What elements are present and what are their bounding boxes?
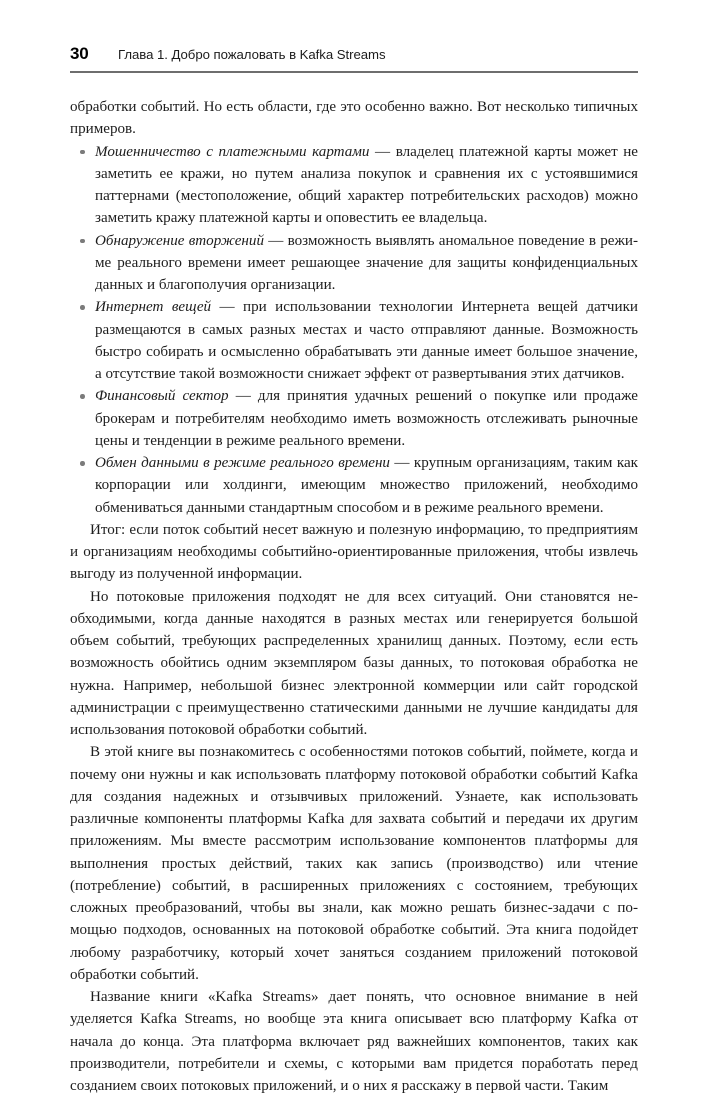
chapter-title: Глава 1. Добро пожаловать в Kafka Streams — [118, 47, 386, 62]
list-item-dash: — — [211, 299, 244, 316]
text-column — [70, 96, 638, 1097]
list-item-lead: Финансовый сектор — [95, 388, 229, 405]
list-item-dash: — — [369, 143, 396, 160]
body-paragraph-1: Итог: если поток событий несет важную и полезную информацию, то предприятиям и организациям необходимы событийно-ориентированные приложения, чтобы извлечь выгоду из полученной информации. — [70, 521, 638, 583]
intro-paragraph: обработки событий. Но есть области, где это особенно важно. Вот несколько типичных примеров. — [70, 99, 638, 138]
body-paragraph-2: Но потоковые приложения подходят не для всех ситуаций. Они становятся необходимыми, когда данные находятся в разных местах или генерируется большой объем событий, требующих распределенных хранилищ данных. Поэтому, если есть возможность обойтись одним экземпляром базы данных, то потоковая обработка не нужна. Например, небольшой бизнес электронной коммерции или сайт городской администрации с преимущественно статическими данными не лучшие кандидаты для использования потоковой обработки событий. — [70, 588, 638, 738]
list-item-lead: Интернет вещей — [95, 299, 212, 316]
page-number: 30 — [70, 44, 89, 63]
list-item-lead: Обнаружение вторжений — [95, 232, 264, 249]
list-item-text: владелец платежной карты может не заметить ее кражи, но путем анализа покупок и сравнения их с устоявшимися паттернами (местоположение, общий характер потребительских расходов) можно заметить кражу платежной карты и оповестить ее владельца. — [95, 143, 638, 227]
body-paragraph-4: Название книги «Kafka Streams» дает понять, что основное внимание в ней уделяется Kafka Streams, но вообще эта книга описывает всю платформу Kafka от начала до конца. Эта платформа включает ряд важнейших компонентов, таких как производители, потребители и схемы, с которыми вам придется поработать перед созданием своих потоковых приложений, и о них я расскажу в первой части. Таким — [70, 989, 638, 1094]
body-paragraph-3: В этой книге вы познакомитесь с особенностями потоков событий, поймете, когда и почему они нужны и как использовать платформу потоковой обработки событий Kafka для создания надежных и отзывчивых приложений. Узнаете, как использовать различные компоненты платформы Kafka для захвата событий и передачи их другим приложениям. Мы вместе рассмотрим использование компонентов платформы для выполнения простых действий, таких как запись (производство) или чтение (потребление) событий, в расширенных приложениях с состоянием, требующих сложных преобразований, чтобы вы знали, как можно решать бизнес-задачи с помощью подходов, основанных на потоковой обработке событий. Эта книга подойдет любому разработчику, который хочет заняться созданием приложений потоковой обработки событий. — [70, 744, 638, 983]
list-item-lead: Мошенничество с платежными картами — [95, 143, 370, 160]
list-item-text: для принятия удачных решений о покупке или продаже брокерам и потребителям необходимо иметь возможность отслеживать рыночные цены и тенденции в режиме реального времени. — [95, 388, 639, 449]
list-item-dash: — — [389, 455, 414, 471]
list-item-dash: — — [228, 388, 258, 405]
running-header — [70, 44, 638, 64]
list-item — [70, 452, 638, 519]
list-item — [70, 230, 638, 297]
list-item-text: возможность выявлять аномальное поведение в режиме реального времени имеет решающее значение для защиты конфиденциальных данных и благополучия организации. — [95, 232, 639, 293]
list-item-lead: Обмен данными в режиме реального времени — [95, 455, 390, 471]
examples-bullet-list — [70, 141, 638, 519]
list-item-text: крупным организациям, таким как корпорации или холдинги, имеющим множество приложений, необходимо обмениваться данными стандартным способом и в режиме реального времени. — [95, 455, 639, 516]
list-item — [70, 385, 638, 452]
list-item — [70, 141, 638, 230]
list-item-dash: — — [264, 232, 288, 249]
header-rule-divider — [70, 71, 638, 73]
list-item-text: при использовании технологии Интернета вещей датчики размещаются в самых разных местах и часто отправляют данные. Возможность быстро собирать и осмысленно обрабатывать эти данные имеет большое значение, а отсутствие такой возможности снижает эффект от развертывания этих датчиков. — [95, 299, 639, 382]
list-item — [70, 296, 638, 385]
